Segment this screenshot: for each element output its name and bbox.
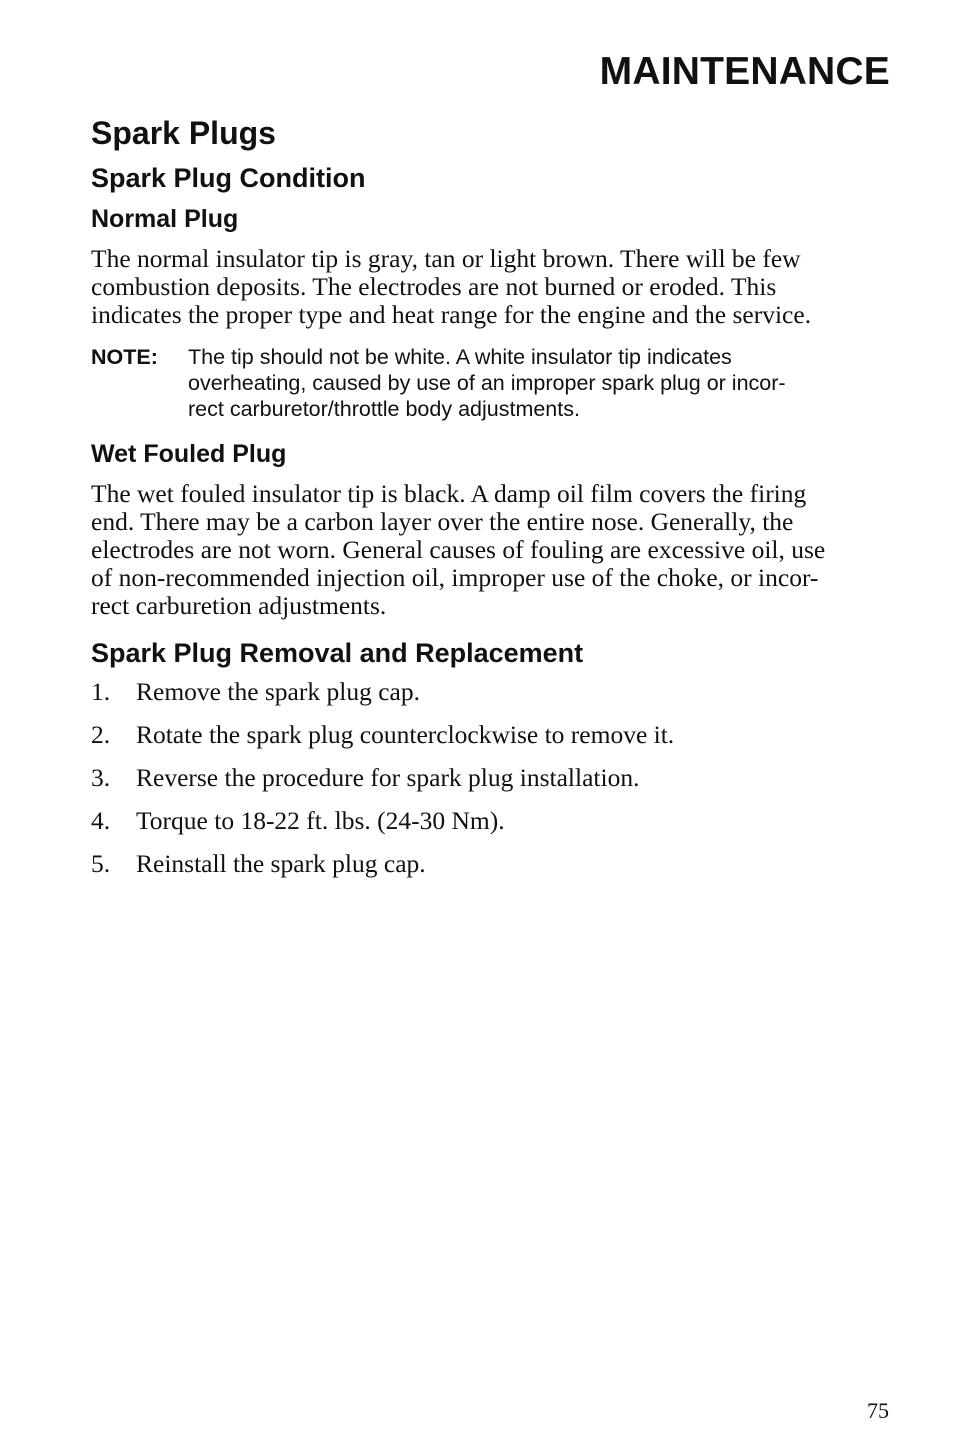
step-number: 2.: [91, 720, 111, 749]
page-number: 75: [867, 1398, 889, 1423]
heading-spark-plug-condition: Spark Plug Condition: [91, 163, 366, 193]
step-number: 1.: [91, 677, 111, 706]
text-line: indicates the proper type and heat range for the engine and the service.: [91, 300, 812, 329]
step-number: 3.: [91, 763, 111, 792]
step-text: Rotate the spark plug counterclockwise to remove it.: [136, 720, 675, 749]
section-header: MAINTENANCE: [599, 50, 890, 93]
text-line: electrodes are not worn. General causes of fouling are excessive oil, use: [91, 535, 826, 564]
step-text: Torque to 18-22 ft. lbs. (24-30 Nm).: [136, 806, 505, 835]
wet-fouled-paragraph: [91, 480, 891, 620]
text-line: The tip should not be white. A white insulator tip indicates: [188, 345, 732, 369]
text-line: rect carburetion adjustments.: [91, 591, 387, 620]
step-number: 5.: [91, 849, 111, 878]
normal-plug-paragraph: [91, 245, 891, 329]
text-line: rect carburetor/throttle body adjustments.: [188, 397, 580, 421]
step-text: Reverse the procedure for spark plug installation.: [136, 763, 640, 792]
note-text: [188, 344, 898, 422]
heading-normal-plug: Normal Plug: [91, 205, 239, 233]
heading-removal-replacement: Spark Plug Removal and Replacement: [91, 638, 584, 668]
text-line: The wet fouled insulator tip is black. A damp oil film covers the firing: [91, 479, 807, 508]
heading-wet-fouled-plug: Wet Fouled Plug: [91, 440, 287, 468]
text-line: The normal insulator tip is gray, tan or light brown. There will be few: [91, 244, 801, 273]
note-label: NOTE:: [91, 345, 158, 369]
text-line: combustion deposits. The electrodes are not burned or eroded. This: [91, 272, 777, 301]
text-line: of non-recommended injection oil, improper use of the choke, or incor-: [91, 563, 819, 592]
step-text: Remove the spark plug cap.: [136, 677, 420, 706]
text-line: end. There may be a carbon layer over the entire nose. Generally, the: [91, 507, 794, 536]
step-number: 4.: [91, 806, 111, 835]
page-title: Spark Plugs: [91, 115, 276, 151]
step-text: Reinstall the spark plug cap.: [136, 849, 426, 878]
text-line: overheating, caused by use of an improper spark plug or incor-: [188, 371, 786, 395]
